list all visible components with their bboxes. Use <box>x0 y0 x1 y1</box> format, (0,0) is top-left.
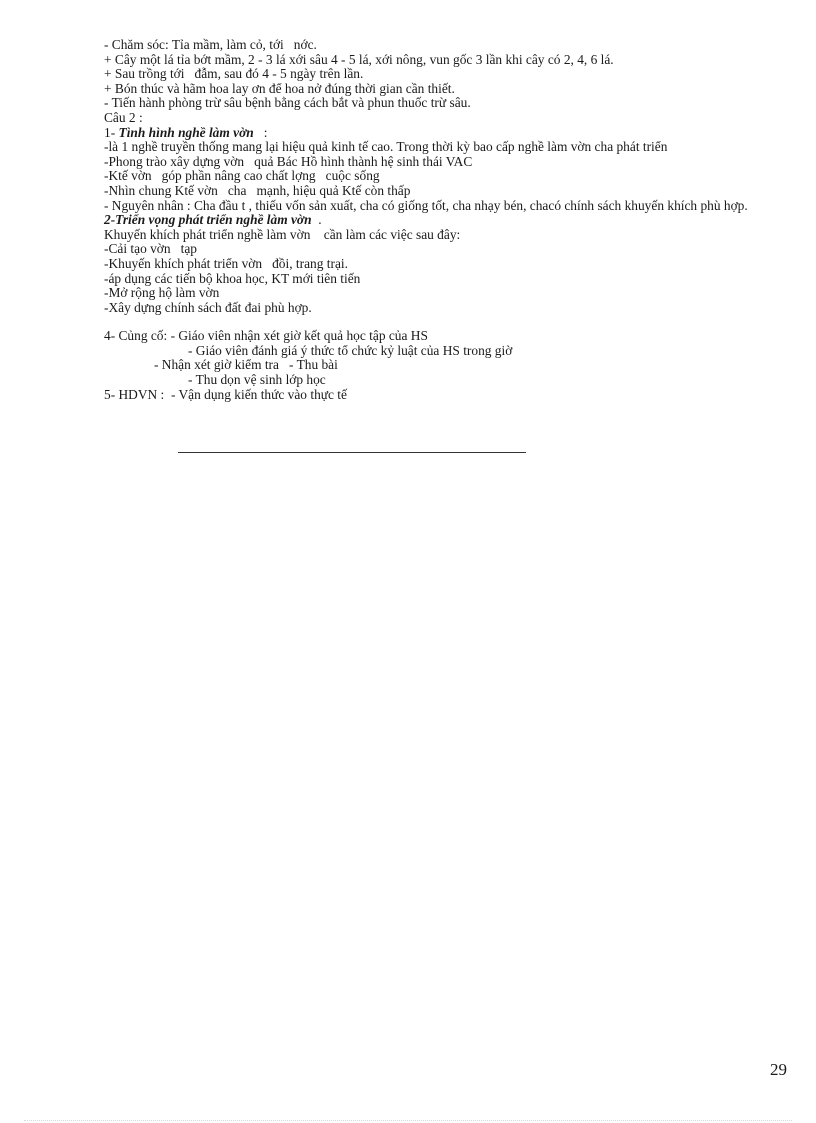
page-number: 29 <box>770 1060 787 1079</box>
text-line: -Ktế vờn góp phần nâng cao chất lợng cuộc sống <box>104 168 380 184</box>
text-line: -Mở rộng hộ làm vờn <box>104 285 220 301</box>
text-line: Khuyến khích phát triển nghề làm vờn cần làm các việc sau đây: <box>104 226 461 242</box>
text-line: -Cải tạo vờn tạp <box>104 241 197 257</box>
text-line: + Cây một lá tỉa bớt mầm, 2 - 3 lá xới sâu 4 - 5 lá, xới nông, vun gốc 3 lần khi cây có 2, 4, 6 lá. <box>104 51 614 67</box>
spacer <box>104 315 794 329</box>
text-line: -Xây dựng chính sách đất đai phù hợp. <box>104 299 312 315</box>
horizontal-rule <box>178 452 526 453</box>
text-line: 4- Củng cố: - Giáo viên nhận xét giờ kết quả học tập của HS <box>104 328 428 344</box>
text-line: - Tiến hành phòng trừ sâu bệnh bằng cách bắt và phun thuốc trừ sâu. <box>104 95 471 111</box>
text-line: -là 1 nghề truyền thống mang lại hiệu quả kinh tế cao. Trong thời kỳ bao cấp nghề làm vờn cha phát triển <box>104 139 668 155</box>
section-heading-2 <box>104 213 794 228</box>
text-line: - Nhận xét giờ kiểm tra - Thu bài <box>154 357 338 373</box>
text-line: + Bón thúc và hãm hoa lay ơn để hoa nở đúng thời gian cần thiết. <box>104 80 455 96</box>
document-body <box>104 38 794 402</box>
question-label: Câu 2 : <box>104 109 143 125</box>
heading-tail: : <box>253 124 268 140</box>
text-line: + Sau trồng tới đẫm, sau đó 4 - 5 ngày trên lần. <box>104 66 364 82</box>
page-bottom-border <box>24 1120 792 1121</box>
text-line: -Phong trào xây dựng vờn quả Bác Hồ hình thành hệ sinh thái VAC <box>104 153 473 169</box>
text-line: - Thu dọn vệ sinh lớp học <box>188 372 326 388</box>
text-line: - Chăm sóc: Tỉa mầm, làm cỏ, tới nớc. <box>104 37 317 52</box>
heading-tail: . <box>311 212 322 228</box>
text-line: - Giáo viên đánh giá ý thức tổ chức kỷ luật của HS trong giờ <box>188 342 513 358</box>
section-heading-1 <box>104 126 794 141</box>
text-line: - Nguyên nhân : Cha đầu t , thiếu vốn sản xuất, cha có giống tốt, cha nhạy bén, chacó chính sách khuyến khích phù hợp. <box>104 197 748 213</box>
text-line: -Khuyến khích phát triển vờn đồi, trang trại. <box>104 255 348 271</box>
heading-title: Tình hình nghề làm vờn <box>118 124 254 140</box>
heading-number: 1- <box>104 124 119 140</box>
text-line: -áp dụng các tiến bộ khoa học, KT mới tiên tiến <box>104 270 361 286</box>
text-line: -Nhìn chung Ktế vờn cha mạnh, hiệu quả Ktế còn thấp <box>104 182 411 198</box>
text-line: 5- HDVN : - Vận dụng kiến thức vào thực tế <box>104 386 347 402</box>
heading-title: 2-Triển vọng phát triển nghề làm vờn <box>104 212 312 228</box>
